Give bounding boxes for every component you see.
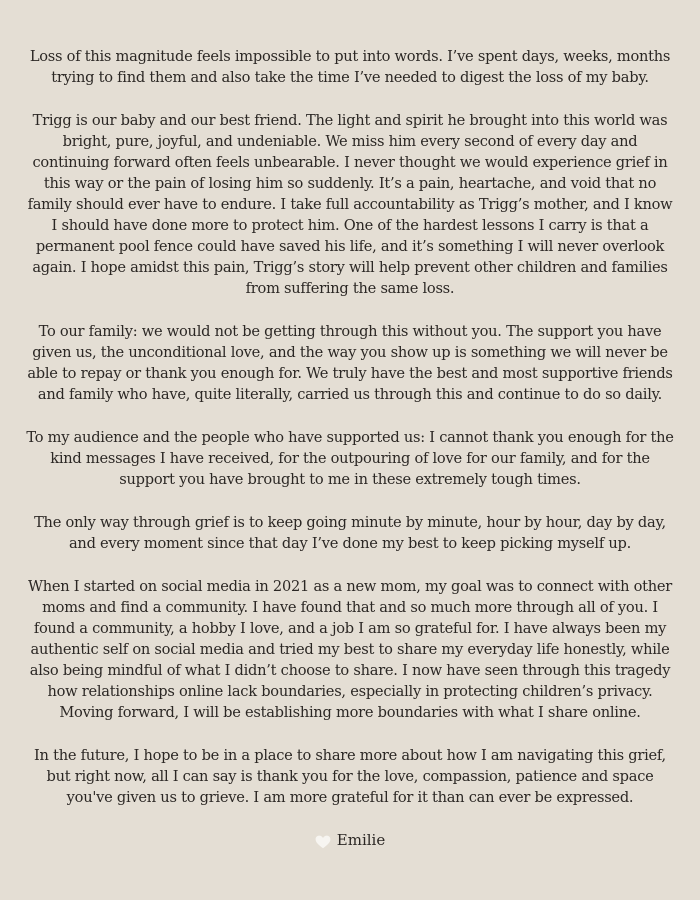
letter-paragraph-1: Loss of this magnitude feels impossible to put into words. I’ve spent days, weeks, months trying to find them and also take the time I’ve needed to digest the loss of my baby.: [29, 48, 671, 86]
signature-name: Emilie: [336, 831, 386, 849]
letter-paragraph-2: Trigg is our baby and our best friend. The light and spirit he brought into this world was bright, pure, joyful, and undeniable. We miss him every second of every day and continuing forward often feels unbearable. I never thought we would experience grief in this way or the pain of losing him so suddenly. It’s a pain, heartache, and void that no family should ever have to endure. I take full accountability as Trigg’s mother, and I know I should have done more to protect him. One of the hardest lessons I carry is that a permanent pool fence could have saved his life, and it’s something I will never overlook again. I hope amidst this pain, Trigg’s story will help prevent other children and families from suffering the same loss.: [27, 112, 673, 297]
letter-paragraph-5: The only way through grief is to keep going minute by minute, hour by hour, day by day, and every moment since that day I’ve done my best to keep picking myself up.: [34, 514, 666, 552]
letter-paragraph-6: When I started on social media in 2021 as a new mom, my goal was to connect with other moms and find a community. I have found that and so much more through all of you. I found a community, a hobby I love, and a job I am so grateful for. I have always been my authentic self on social media and tried my best to share my everyday life honestly, while also being mindful of what I didn’t choose to share. I now have seen through this tragedy how relationships online lack boundaries, especially in protecting children’s privacy. Moving forward, I will be establishing more boundaries with what I share online.: [27, 578, 673, 721]
letter-paragraph-7: In the future, I hope to be in a place to share more about how I am navigating this grief, but right now, all I can say is thank you for the love, compassion, patience and space you've given us to grieve. I am more grateful for it than can ever be expressed.: [34, 747, 666, 806]
signature: [26, 830, 674, 851]
letter-paragraph-4: To my audience and the people who have supported us: I cannot thank you enough for the kind messages I have received, for the outpouring of love for our family, and for the support you have brought to me in these extremely tough times.: [26, 429, 674, 488]
white-heart-icon: [315, 834, 331, 848]
letter-paragraph-3: To our family: we would not be getting through this without you. The support you have given us, the unconditional love, and the way you show up is something we will never be able to repay or thank you enough for. We truly have the best and most supportive friends and family who have, quite literally, carried us through this and continue to do so daily.: [27, 323, 673, 403]
